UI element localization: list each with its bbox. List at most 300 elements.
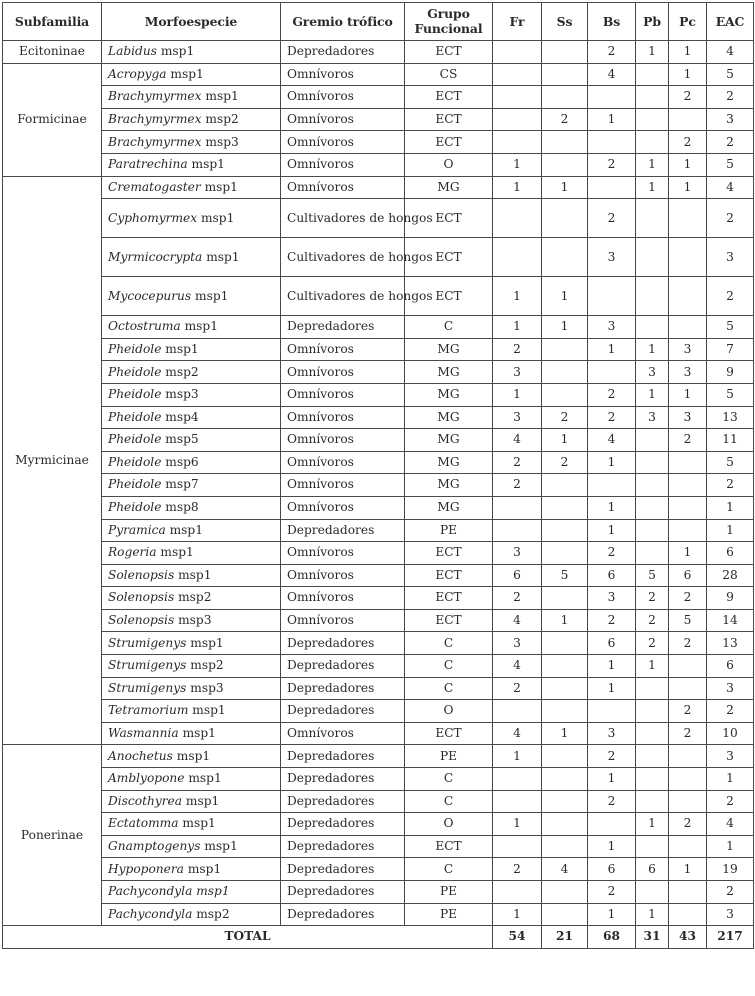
morfoespecie-cell [102,153,281,176]
genus-name: Pyramica [108,522,166,537]
count-eac-cell: 5 [707,63,754,86]
count-fr-cell [493,768,542,791]
count-pc-cell [669,881,707,904]
grupo-funcional-cell: CS [405,63,493,86]
genus-name: Myrmicocrypta [108,249,203,264]
table-row [3,813,754,836]
genus-name: Pheidole [108,387,162,402]
total-bs: 68 [588,926,636,949]
count-ss-cell: 2 [542,108,588,131]
count-pc-cell [669,790,707,813]
table-row [3,63,754,86]
count-pb-cell [636,277,669,316]
morphospecies-code: msp1 [169,522,203,537]
count-bs-cell [588,277,636,316]
gremio-trofico-cell: Omnívoros [281,361,405,384]
genus-name: Crematogaster [108,179,201,194]
count-pb-cell [636,108,669,131]
morphospecies-code: msp1 [190,635,224,650]
total-eac: 217 [707,926,754,949]
count-bs-cell: 1 [588,768,636,791]
count-fr-cell: 2 [493,587,542,610]
count-eac-cell: 2 [707,199,754,238]
count-pb-cell: 1 [636,903,669,926]
count-pb-cell: 1 [636,153,669,176]
morfoespecie-cell [102,632,281,655]
count-bs-cell: 1 [588,338,636,361]
count-bs-cell: 2 [588,881,636,904]
grupo-funcional-cell: ECT [405,609,493,632]
gremio-trofico-cell: Depredadores [281,790,405,813]
genus-name: Tetramorium [108,703,189,718]
morphospecies-code: msp1 [182,816,216,831]
grupo-funcional-cell: ECT [405,199,493,238]
count-pb-cell [636,835,669,858]
count-pb-cell: 1 [636,41,669,64]
table-row [3,451,754,474]
genus-name: Paratrechina [108,157,188,172]
count-ss-cell [542,86,588,109]
morphospecies-code: msp1 [204,179,238,194]
count-pb-cell: 1 [636,176,669,199]
count-bs-cell: 2 [588,542,636,565]
grupo-funcional-cell: C [405,858,493,881]
count-eac-cell: 1 [707,496,754,519]
count-ss-cell [542,496,588,519]
count-fr-cell [493,835,542,858]
count-eac-cell: 1 [707,835,754,858]
morphospecies-code: msp1 [191,157,225,172]
count-bs-cell: 2 [588,745,636,768]
morphospecies-code: msp1 [188,771,222,786]
count-bs-cell: 1 [588,108,636,131]
count-bs-cell: 1 [588,655,636,678]
count-pb-cell [636,768,669,791]
count-pb-cell: 1 [636,383,669,406]
count-fr-cell: 1 [493,383,542,406]
grupo-funcional-cell: ECT [405,238,493,277]
count-bs-cell: 3 [588,238,636,277]
count-eac-cell: 10 [707,722,754,745]
morfoespecie-cell [102,316,281,339]
gremio-trofico-cell: Omnívoros [281,108,405,131]
count-ss-cell: 4 [542,858,588,881]
morfoespecie-cell [102,881,281,904]
count-fr-cell [493,199,542,238]
morfoespecie-cell [102,655,281,678]
count-ss-cell [542,700,588,723]
count-ss-cell [542,881,588,904]
header-eac: EAC [707,3,754,41]
count-pc-cell: 2 [669,131,707,154]
count-pc-cell [669,903,707,926]
count-fr-cell: 1 [493,745,542,768]
gremio-trofico-cell: Omnívoros [281,609,405,632]
morfoespecie-cell [102,496,281,519]
count-pb-cell [636,474,669,497]
morfoespecie-cell [102,451,281,474]
genus-name: Ectatomma [108,816,179,831]
count-fr-cell [493,881,542,904]
grupo-funcional-cell: O [405,813,493,836]
count-ss-cell [542,790,588,813]
genus-name: Labidus [108,44,157,59]
count-bs-cell: 3 [588,722,636,745]
gremio-trofico-cell: Omnívoros [281,587,405,610]
gremio-trofico-cell: Omnívoros [281,176,405,199]
count-pc-cell: 1 [669,542,707,565]
count-ss-cell [542,41,588,64]
count-pb-cell [636,700,669,723]
count-pb-cell [636,519,669,542]
morphospecies-code: msp3 [205,134,239,149]
count-pc-cell: 2 [669,722,707,745]
grupo-funcional-cell: ECT [405,277,493,316]
count-pb-cell [636,722,669,745]
total-label: TOTAL [3,926,493,949]
morphospecies-code: msp5 [165,432,199,447]
count-pc-cell: 6 [669,564,707,587]
gremio-trofico-cell: Omnívoros [281,153,405,176]
count-pb-cell: 2 [636,632,669,655]
count-pc-cell [669,496,707,519]
count-eac-cell: 4 [707,813,754,836]
count-pc-cell: 2 [669,700,707,723]
count-fr-cell [493,700,542,723]
count-ss-cell [542,383,588,406]
count-ss-cell [542,131,588,154]
count-fr-cell: 4 [493,429,542,452]
table-row [3,519,754,542]
count-fr-cell [493,86,542,109]
count-eac-cell: 2 [707,700,754,723]
morfoespecie-cell [102,745,281,768]
count-ss-cell [542,813,588,836]
count-fr-cell: 3 [493,542,542,565]
count-pb-cell [636,86,669,109]
count-bs-cell: 2 [588,383,636,406]
grupo-funcional-cell: ECT [405,587,493,610]
count-eac-cell: 2 [707,881,754,904]
morphospecies-code: msp7 [165,477,199,492]
morfoespecie-cell [102,361,281,384]
genus-name: Pheidole [108,477,162,492]
grupo-funcional-cell: PE [405,519,493,542]
gremio-trofico-cell: Depredadores [281,316,405,339]
count-eac-cell: 2 [707,790,754,813]
count-eac-cell: 19 [707,858,754,881]
count-bs-cell: 1 [588,835,636,858]
count-fr-cell [493,63,542,86]
genus-name: Strumigenys [108,635,187,650]
morphospecies-code: msp1 [206,249,240,264]
count-eac-cell: 5 [707,153,754,176]
morfoespecie-cell [102,677,281,700]
count-pb-cell [636,238,669,277]
table-row [3,496,754,519]
count-bs-cell: 6 [588,564,636,587]
genus-name: Mycocepurus [108,288,192,303]
count-eac-cell: 4 [707,41,754,64]
count-bs-cell [588,474,636,497]
genus-name: Strumigenys [108,658,187,673]
gremio-trofico-cell: Omnívoros [281,131,405,154]
header-grupo-line2: Funcional [414,20,483,36]
count-bs-cell: 1 [588,903,636,926]
count-fr-cell: 4 [493,655,542,678]
count-fr-cell [493,496,542,519]
count-bs-cell: 1 [588,677,636,700]
count-pc-cell: 1 [669,383,707,406]
header-bs: Bs [588,3,636,41]
table-row [3,86,754,109]
count-pc-cell: 3 [669,338,707,361]
count-pb-cell: 1 [636,813,669,836]
gremio-trofico-cell: Depredadores [281,700,405,723]
count-ss-cell [542,768,588,791]
count-bs-cell: 1 [588,451,636,474]
count-fr-cell: 1 [493,813,542,836]
gremio-trofico-cell: Depredadores [281,677,405,700]
count-fr-cell [493,519,542,542]
count-bs-cell [588,700,636,723]
gremio-trofico-cell: Depredadores [281,858,405,881]
gremio-trofico-cell: Omnívoros [281,496,405,519]
grupo-funcional-cell: MG [405,451,493,474]
count-pb-cell [636,63,669,86]
count-pc-cell [669,474,707,497]
count-bs-cell [588,176,636,199]
morfoespecie-cell [102,835,281,858]
table-row [3,632,754,655]
count-eac-cell: 3 [707,903,754,926]
grupo-funcional-cell: ECT [405,542,493,565]
count-fr-cell [493,238,542,277]
gremio-trofico-cell: Omnívoros [281,564,405,587]
count-ss-cell [542,63,588,86]
gremio-trofico-cell: Depredadores [281,655,405,678]
gremio-trofico-cell: Omnívoros [281,406,405,429]
morphospecies-code: msp1 [182,726,216,741]
morfoespecie-cell [102,63,281,86]
morphospecies-code: msp3 [190,680,224,695]
morphospecies-code: msp1 [160,545,194,560]
morphospecies-code: msp1 [178,567,212,582]
count-fr-cell: 2 [493,338,542,361]
morphospecies-code: msp2 [178,590,212,605]
count-ss-cell: 1 [542,277,588,316]
genus-name: Brachymyrmex [108,111,202,126]
morfoespecie-cell [102,383,281,406]
gremio-trofico-cell: Depredadores [281,632,405,655]
count-ss-cell [542,238,588,277]
count-ss-cell: 2 [542,451,588,474]
morphospecies-code: msp1 [192,703,226,718]
subfamily-cell: Ponerinae [3,745,102,926]
table-row [3,361,754,384]
table-row [3,609,754,632]
count-ss-cell [542,542,588,565]
count-pb-cell [636,451,669,474]
count-ss-cell [542,903,588,926]
count-pb-cell [636,881,669,904]
morphospecies-code: msp2 [190,658,224,673]
count-fr-cell: 1 [493,316,542,339]
count-pb-cell: 3 [636,361,669,384]
morphospecies-code: msp8 [165,500,199,515]
count-pc-cell [669,519,707,542]
genus-name: Cyphomyrmex [108,210,198,225]
header-ss: Ss [542,3,588,41]
count-fr-cell: 4 [493,609,542,632]
genus-name: Pheidole [108,432,162,447]
morfoespecie-cell [102,722,281,745]
count-pc-cell: 2 [669,86,707,109]
count-eac-cell: 1 [707,519,754,542]
table-row [3,474,754,497]
count-bs-cell: 2 [588,609,636,632]
count-fr-cell: 1 [493,277,542,316]
count-pb-cell: 2 [636,587,669,610]
morphospecies-code: msp1 [205,89,239,104]
count-eac-cell: 5 [707,316,754,339]
genus-name: Pheidole [108,341,162,356]
count-pb-cell [636,199,669,238]
count-bs-cell: 2 [588,790,636,813]
grupo-funcional-cell: C [405,768,493,791]
gremio-trofico-cell: Depredadores [281,745,405,768]
genus-name: Wasmannia [108,726,179,741]
table-body [3,41,754,926]
count-bs-cell: 3 [588,587,636,610]
count-pb-cell: 3 [636,406,669,429]
morphospecies-code: msp2 [196,906,230,921]
gremio-trofico-cell: Cultivadores de hongos [281,199,405,238]
gremio-trofico-cell: Depredadores [281,519,405,542]
morfoespecie-cell [102,86,281,109]
count-fr-cell: 2 [493,858,542,881]
count-bs-cell: 4 [588,429,636,452]
morphospecies-code: msp1 [185,793,220,808]
genus-name: Solenopsis [108,567,175,582]
count-eac-cell: 3 [707,108,754,131]
morphospecies-code: msp2 [205,111,239,126]
table-row [3,903,754,926]
table-row [3,153,754,176]
count-ss-cell [542,361,588,384]
morfoespecie-cell [102,564,281,587]
morfoespecie-cell [102,108,281,131]
grupo-funcional-cell: ECT [405,108,493,131]
count-pc-cell: 1 [669,63,707,86]
gremio-trofico-cell: Depredadores [281,768,405,791]
morphospecies-code: msp2 [165,364,199,379]
count-eac-cell: 1 [707,768,754,791]
count-pb-cell: 1 [636,338,669,361]
count-pb-cell: 6 [636,858,669,881]
gremio-trofico-cell: Depredadores [281,835,405,858]
count-ss-cell: 1 [542,316,588,339]
count-bs-cell [588,86,636,109]
count-pc-cell [669,655,707,678]
morphospecies-code: msp1 [184,319,218,334]
header-fr: Fr [493,3,542,41]
count-eac-cell: 5 [707,383,754,406]
count-pb-cell [636,542,669,565]
morfoespecie-cell [102,700,281,723]
morfoespecie-cell [102,519,281,542]
morfoespecie-cell [102,41,281,64]
count-fr-cell: 1 [493,903,542,926]
grupo-funcional-cell: ECT [405,86,493,109]
grupo-funcional-cell: PE [405,881,493,904]
table-row [3,881,754,904]
morfoespecie-cell [102,429,281,452]
genus-name: Pachycondyla [108,884,193,899]
count-eac-cell: 6 [707,542,754,565]
count-ss-cell [542,587,588,610]
grupo-funcional-cell: MG [405,176,493,199]
grupo-funcional-cell: MG [405,429,493,452]
table-row [3,790,754,813]
table-row [3,564,754,587]
count-eac-cell: 14 [707,609,754,632]
morfoespecie-cell [102,768,281,791]
count-pc-cell [669,745,707,768]
genus-name: Solenopsis [108,613,175,628]
header-row [3,3,754,41]
count-eac-cell: 3 [707,745,754,768]
genus-name: Pheidole [108,364,162,379]
count-pc-cell: 1 [669,176,707,199]
count-pc-cell [669,677,707,700]
count-ss-cell [542,745,588,768]
total-fr: 54 [493,926,542,949]
count-eac-cell: 13 [707,632,754,655]
grupo-funcional-cell: C [405,790,493,813]
morfoespecie-cell [102,338,281,361]
morfoespecie-cell [102,609,281,632]
genus-name: Amblyopone [108,771,185,786]
count-eac-cell: 2 [707,86,754,109]
table-row [3,316,754,339]
count-fr-cell [493,131,542,154]
count-fr-cell: 3 [493,632,542,655]
gremio-trofico-cell: Omnívoros [281,86,405,109]
grupo-funcional-cell: C [405,677,493,700]
count-ss-cell [542,519,588,542]
count-eac-cell: 7 [707,338,754,361]
count-eac-cell: 2 [707,131,754,154]
morphospecies-code: msp1 [204,838,238,853]
count-bs-cell: 4 [588,63,636,86]
grupo-funcional-cell: MG [405,496,493,519]
genus-name: Pheidole [108,409,162,424]
count-pc-cell: 1 [669,858,707,881]
gremio-trofico-cell: Depredadores [281,903,405,926]
morphospecies-code: msp6 [165,454,199,469]
gremio-trofico-cell: Cultivadores de hongos [281,238,405,277]
count-eac-cell: 9 [707,587,754,610]
grupo-funcional-cell: O [405,700,493,723]
genus-name: Pheidole [108,454,162,469]
grupo-funcional-cell: PE [405,745,493,768]
subfamily-cell: Formicinae [3,63,102,176]
count-fr-cell: 3 [493,406,542,429]
count-ss-cell: 5 [542,564,588,587]
morfoespecie-cell [102,858,281,881]
total-pc: 43 [669,926,707,949]
